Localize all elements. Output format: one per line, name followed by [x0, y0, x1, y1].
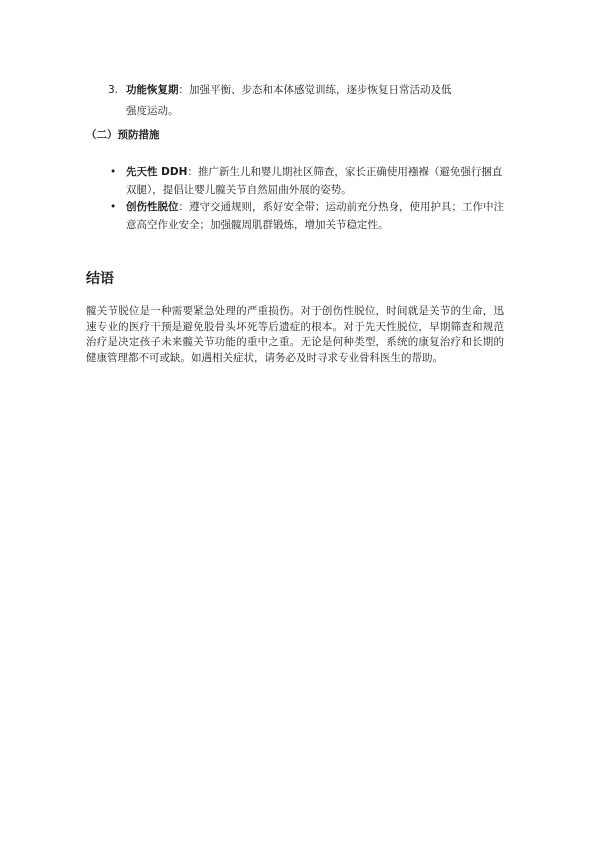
recovery-list-item: [110, 80, 510, 122]
conclusion-paragraph: 髋关节脱位是一种需要紧急处理的严重损伤。对于创伤性脱位，时间就是关节的生命，迅速专业的医疗干预是避免股骨头坏死等后遗症的根本。对于先天性脱位，早期筛查和规范治疗是决定孩子未来髋关节功能的重中之重。无论是何种类型，系统的康复治疗和长期的健康管理都不可或缺。如遇相关症状，请务必及时寻求专业骨科医生的帮助。: [86, 305, 504, 364]
bullet-icon: •: [110, 166, 117, 178]
list-item: [110, 199, 510, 234]
list-number: 3.: [108, 84, 119, 96]
list-item-text: ：推广新生儿和婴儿期社区筛查，家长正确使用襁褓（避免强行捆直双腿），提倡让婴儿髋关节自然屈曲外展的姿势。: [126, 166, 503, 196]
list-item: [110, 164, 510, 199]
conclusion-title: 结语: [86, 271, 114, 287]
prevention-heading: （二）预防措施: [86, 129, 160, 141]
list-item-line1: [126, 80, 510, 101]
list-item-label: 功能恢复期: [126, 84, 179, 96]
prevention-list: [110, 164, 510, 234]
bullet-icon: •: [110, 201, 117, 213]
list-item-text: ：加强平衡、步态和本体感觉训练，逐步恢复日常活动及低: [178, 84, 452, 96]
list-item-label: 创伤性脱位: [126, 201, 179, 213]
list-item-text: ：遵守交通规则，系好安全带；运动前充分热身，使用护具；工作中注意高空作业安全；加强髋周肌群锻炼，增加关节稳定性。: [126, 201, 504, 231]
list-item-label: 先天性 DDH: [126, 166, 188, 178]
list-item-line2: 强度运动。: [126, 105, 179, 117]
